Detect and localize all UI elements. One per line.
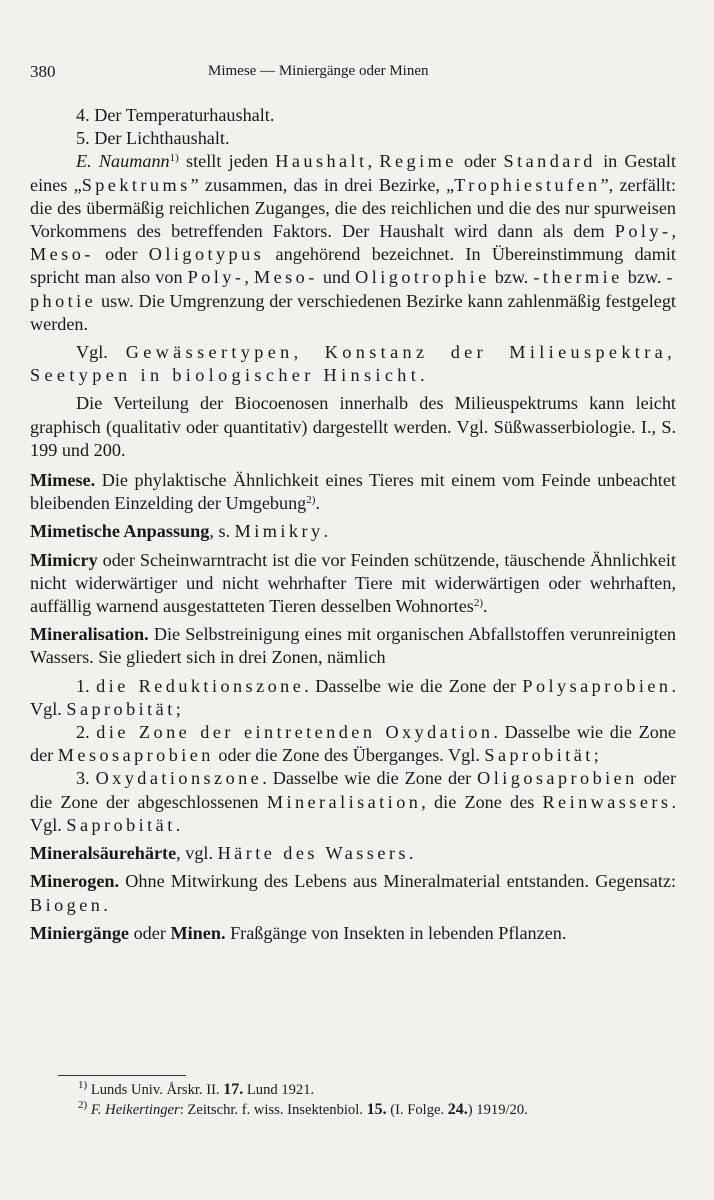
entry-minerogen: Minerogen. Ohne Mitwirkung des Lebens aus Mineralmaterial entstanden. Gegensatz: Biogen. — [30, 871, 676, 915]
entry-term: Miniergänge — [30, 922, 130, 943]
entry-mimese: Mimese. Die phylaktische Ähnlichkeit eines Tieres mit einem vom Feinde unbeachtet bleibenden Einzelding der Umgebung$^{2)}$. — [30, 470, 676, 514]
list-item-zone-2: 2. die Zone der eintretenden Oxydation. Dasselbe wie die Zone der Mesosaprobien oder die Zone des Überganges. Vgl. Saprobität; — [30, 722, 676, 766]
footnote-1: $^{1)}$ Lunds Univ. Årskr. II. 17. Lund 1921. — [78, 1079, 315, 1098]
entry-term: Mimese. — [30, 470, 96, 491]
entry-term: Mimicry — [30, 549, 98, 570]
entry-term: Minerogen. — [30, 871, 120, 892]
cross-reference: Gewässertypen, Konstanz der Milieuspektra, Seetypen in biologischer Hinsicht — [30, 342, 677, 386]
list-item-zone-3: 3. Oxydationszone. Dasselbe wie die Zone der Oligosaprobien oder die Zone der abgeschlossenen Mineralisation, die Zone des Reinwassers. Vgl. Saprobität. — [30, 768, 676, 835]
list-item-temperature: 4. Der Temperaturhaushalt. — [76, 105, 275, 125]
footnote-divider — [58, 1075, 186, 1076]
entry-term: Mimetische Anpassung — [30, 521, 210, 542]
paragraph-verteilung: Die Verteilung der Biocoenosen innerhalb des Milieuspektrums kann leicht graphisch (qualitativ oder quantitativ) dargestellt werden. Vgl. Süßwasserbiologie. I., S. 199 und 200. — [30, 393, 676, 460]
footnote-ref: 1) — [169, 152, 179, 165]
entry-term: Mineralisation. — [30, 624, 149, 645]
entry-mimicry: Mimicry oder Scheinwarntracht ist die vor Feinden schützende, täuschende Ähnlichkeit nicht widerwärtiger und nicht wehrhafter Tiere mit widerwärtigen oder wehrhaften, auffällig warnend ausgestatteten Tieren desselben Wohnortes$^{2)}$. — [30, 549, 676, 617]
footnotes — [30, 1080, 676, 1120]
running-title: Mimese — Miniergänge oder Minen — [208, 63, 429, 79]
page-number: 380 — [30, 62, 56, 81]
cross-reference: Mimikry — [234, 521, 324, 542]
footnote-ref: 2) — [306, 494, 316, 507]
entry-mineralsaeurehaerte: Mineralsäurehärte, vgl. Härte des Wassers. — [30, 843, 414, 864]
entry-term: Minen. — [170, 922, 226, 943]
footnote-2: $^{2)}$ F. Heikertinger: Zeitschr. f. wiss. Insektenbiol. 15. (I. Folge. 24.) 1919/20. — [78, 1099, 528, 1118]
entry-mimetische-anpassung: Mimetische Anpassung, s. Mimikry. — [30, 521, 329, 542]
entry-mineralisation: Mineralisation. Die Selbstreinigung eines mit organischen Abfallstoffen verunreinigten Wassers. Sie gliedert sich in drei Zonen, nämlich — [30, 624, 676, 668]
list-item-light: 5. Der Lichthaushalt. — [76, 128, 230, 149]
list-item-zone-1: 1. die Reduktionszone. Dasselbe wie die Zone der Polysaprobien. Vgl. Saprobität; — [30, 675, 676, 719]
author-name: E. Naumann — [76, 151, 170, 172]
cross-reference: Härte des Wassers — [217, 843, 409, 864]
cross-reference: Biogen — [30, 894, 104, 915]
paragraph-cross-reference: Vgl. Gewässertypen, Konstanz der Milieuspektra, Seetypen in biologischer Hinsicht. — [30, 342, 677, 386]
entry-term: Mineralsäurehärte — [30, 843, 177, 864]
running-header — [30, 62, 676, 86]
paragraph-naumann: E. Naumann$^{1)}$ stellt jeden Haushalt, Regime oder Standard in Gestalt eines „Spektrums” zusammen, das in drei Bezirke, „Trophiestufen”, zerfällt: die des übermäßig reichlichen Zuganges, die des reichlichen und die des nur spurweisen Vorkommens des betreffenden Faktors. Der Haushalt wird dann als dem Poly-, Meso- oder Oligotypus angehörend bezeichnet. In Übereinstimmung damit spricht man also von Poly-, Meso- und Oligotrophie bzw. -thermie bzw. -photie usw. Die Umgrenzung der verschiedenen Bezirke kann zahlenmäßig festgelegt werden. — [30, 151, 677, 334]
page-body — [30, 104, 676, 945]
footnote-ref: 2) — [473, 597, 484, 610]
entry-miniergaenge: Miniergänge oder Minen. Fraßgänge von Insekten in lebenden Pflanzen. — [30, 922, 567, 943]
